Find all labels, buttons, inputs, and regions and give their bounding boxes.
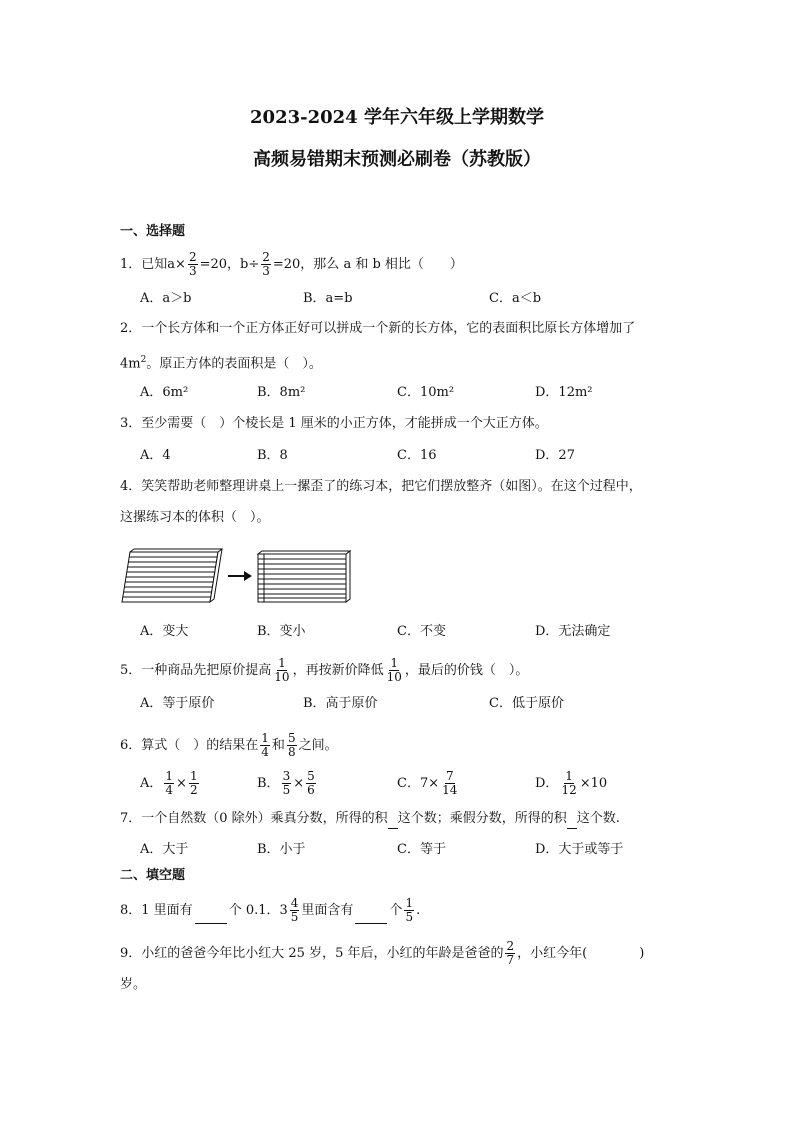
q5-option-c[interactable]: C．低于原价 <box>489 696 564 711</box>
question-9-line-2: 岁。 <box>120 977 147 992</box>
q1-num: 1． <box>120 257 142 272</box>
q2-option-a[interactable]: A．6m² <box>140 385 189 400</box>
q1-text-1: 已知a× <box>141 257 186 272</box>
question-5: 5．一种商品先把原价提高 $\frac{1}{10}$ ，再按新价降低 $\frac{1}{10}$ ，最后的价钱（ ）。 <box>120 656 529 684</box>
question-3: 3．至少需要（ ）个棱长是 1 厘米的小正方体，才能拼成一个大正方体。 <box>120 416 548 431</box>
q6-fraction-2: $\frac{5}{8}$ <box>287 731 296 759</box>
q4-option-d[interactable]: D．无法确定 <box>535 624 611 639</box>
question-8: 8．1 里面有 个 0.1．3 $\frac{4}{5}$ 里面含有 个 $\frac{1}{5}$ . <box>120 896 421 924</box>
q9-fraction: $\frac{2}{7}$ <box>506 939 515 967</box>
q7-option-a[interactable]: A．大于 <box>140 842 189 857</box>
question-4-line-1: 4．笑笑帮助老师整理讲桌上一摞歪了的练习本，把它们摆放整齐（如图）。在这个过程中， <box>120 479 642 494</box>
q6-fraction-1: $\frac{1}{4}$ <box>261 731 269 759</box>
q7-blank-2[interactable] <box>567 814 577 829</box>
q7-blank-1[interactable] <box>388 814 398 829</box>
q4-option-a[interactable]: A．变大 <box>140 624 189 639</box>
q5-option-b[interactable]: B．高于原价 <box>303 696 378 711</box>
q3-option-a[interactable]: A．4 <box>140 448 171 463</box>
q1-fraction-1: $\frac{2}{3}$ <box>188 250 197 278</box>
q6-option-d[interactable]: D． $\frac{1}{12}$ ×10 <box>535 769 608 797</box>
q1-option-c[interactable]: C．a＜b <box>489 291 542 306</box>
q7-option-c[interactable]: C．等于 <box>397 842 446 857</box>
question-2-line-2: $4m^2$。原正方体的表面积是（ ）。 <box>120 355 322 372</box>
q5-fraction-2: $\frac{1}{10}$ <box>386 656 402 684</box>
notebook-stack-figure <box>120 548 352 606</box>
q5-option-a[interactable]: A．等于原价 <box>140 696 215 711</box>
q7-option-d[interactable]: D．大于或等于 <box>535 842 624 857</box>
q2-option-c[interactable]: C．10m² <box>397 385 455 400</box>
q4-option-c[interactable]: C．不变 <box>397 624 446 639</box>
question-9-line-1: 9．小红的爸爸今年比小红大 25 岁，5 年后，小红的年龄是爸爸的 $\frac{2}{7}$ ，小红今年( ) <box>120 939 645 967</box>
q1-fraction-2: $\frac{2}{3}$ <box>262 250 270 278</box>
page-title: 2023-2024 学年六年级上学期数学 <box>250 107 544 128</box>
question-6: 6．算式（ ）的结果在 $\frac{1}{4}$ 和 $\frac{5}{8}$ 之间。 <box>120 731 338 759</box>
q7-option-b[interactable]: B．小于 <box>257 842 306 857</box>
q3-option-c[interactable]: C．16 <box>397 448 437 463</box>
straight-stack-outline <box>258 554 346 602</box>
section-heading-fill: 二、填空题 <box>120 868 186 883</box>
q8-mixed-fraction: $\frac{4}{5}$ <box>290 896 299 924</box>
q3-option-b[interactable]: B．8 <box>257 448 288 463</box>
q1-text-3: =20，那么 a 和 b 相比（ ） <box>272 257 463 272</box>
page-subtitle: 高频易错期末预测必刷卷（苏教版） <box>253 149 541 170</box>
q2-option-d[interactable]: D．12m² <box>535 385 593 400</box>
q8-blank-2[interactable] <box>355 909 387 924</box>
arrow-right-icon <box>228 571 252 581</box>
question-7: 7．一个自然数（0 除外）乘真分数，所得的积 这个数；乘假分数，所得的积 这个数. <box>120 809 620 829</box>
q2-option-b[interactable]: B．8m² <box>257 385 306 400</box>
q4-option-b[interactable]: B．变小 <box>257 624 306 639</box>
question-2-line-1: 2．一个长方体和一个正方体正好可以拼成一个新的长方体，它的表面积比原长方体增加了 <box>120 321 636 336</box>
q6-option-c[interactable]: C．7× $\frac{7}{14}$ <box>397 769 458 797</box>
q3-option-d[interactable]: D．27 <box>535 448 575 463</box>
question-4-line-2: 这摞练习本的体积（ ）。 <box>120 510 270 525</box>
q5-fraction-1: $\frac{1}{10}$ <box>274 656 290 684</box>
section-heading-choice: 一、选择题 <box>120 224 186 239</box>
q8-fraction: $\frac{1}{5}$ <box>405 896 414 924</box>
q1-option-a[interactable]: A．a＞b <box>140 291 192 306</box>
question-1 <box>120 251 463 278</box>
q6-option-b[interactable]: B． $\frac{3}{5}$ × $\frac{5}{6}$ <box>257 769 315 797</box>
q6-option-a[interactable]: A． $\frac{1}{4}$ × $\frac{1}{2}$ <box>140 769 198 797</box>
q1-text-2: =20，b÷ <box>199 257 260 272</box>
q8-blank-1[interactable] <box>195 909 227 924</box>
q1-option-b[interactable]: B．a=b <box>303 291 353 306</box>
